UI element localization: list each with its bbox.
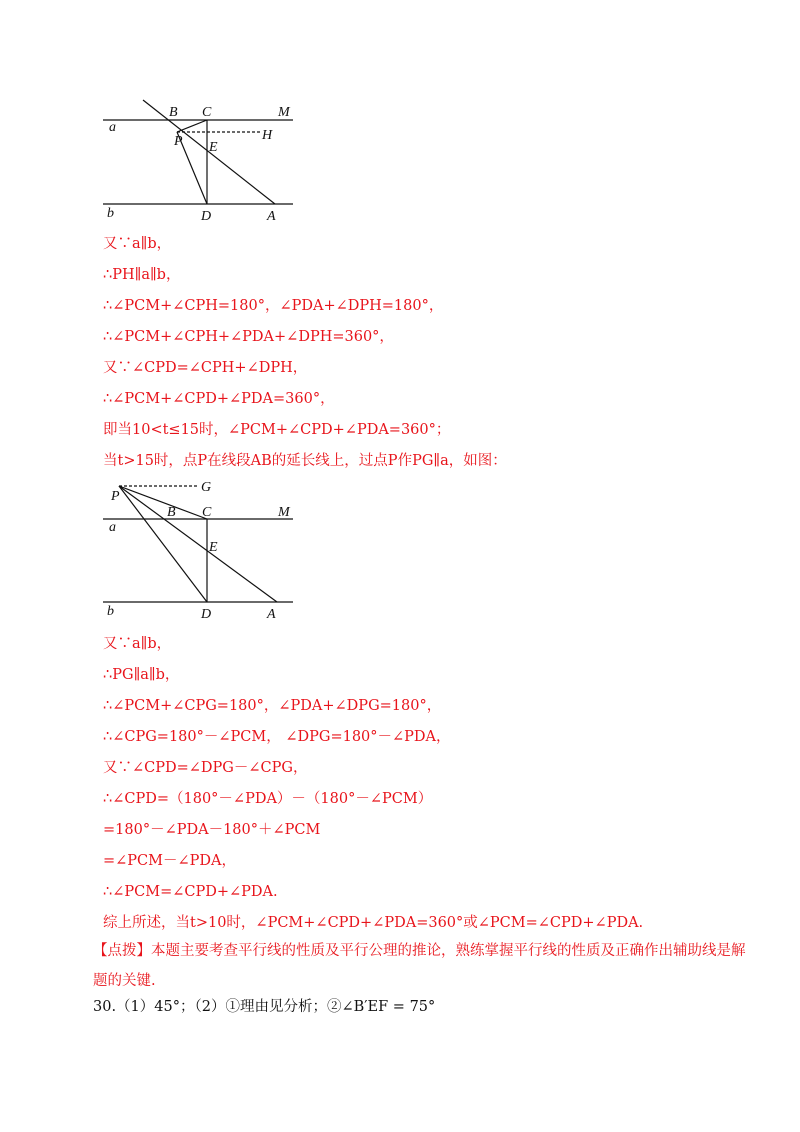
segment-pd <box>119 486 207 602</box>
line-1-8: 当t>15时，点P在线段AB的延长线上，过点P作PG∥a，如图： <box>103 453 507 469</box>
line-2-9: ∴∠PCM=∠CPD+∠PDA. <box>103 884 278 900</box>
label-D: D <box>201 607 212 622</box>
line-2-5: 又∵∠CPD=∠DPG－∠CPG， <box>103 760 308 776</box>
label-H: H <box>262 128 273 143</box>
label-G: G <box>201 480 212 495</box>
label-b: b <box>107 206 114 221</box>
line-1-3: ∴∠PCM+∠CPH=180°，∠PDA+∠DPH=180°， <box>103 298 444 314</box>
line-2-2: ∴PG∥a∥b， <box>103 667 180 683</box>
label-C: C <box>202 105 212 120</box>
label-a: a <box>109 520 116 535</box>
label-E: E <box>209 140 218 155</box>
line-1-4: ∴∠PCM+∠CPH+∠PDA+∠DPH=360°， <box>103 329 394 345</box>
label-C: C <box>202 505 212 520</box>
line-1-2: ∴PH∥a∥b， <box>103 267 181 283</box>
line-pa <box>119 486 277 602</box>
label-B: B <box>167 505 176 520</box>
label-E: E <box>209 540 218 555</box>
label-A: A <box>267 607 276 622</box>
comment-paragraph <box>93 936 753 996</box>
segment-pc <box>177 120 207 132</box>
label-B: B <box>169 105 178 120</box>
line-1-7: 即当10<t≤15时，∠PCM+∠CPD+∠PDA=360°； <box>103 422 451 438</box>
line-1-5: 又∵∠CPD=∠CPH+∠DPH， <box>103 360 308 376</box>
label-b: b <box>107 604 114 619</box>
figure-1 <box>95 95 305 225</box>
line-2-8: =∠PCM－∠PDA， <box>103 853 236 869</box>
line-2-7: =180°－∠PDA－180°＋∠PCM <box>103 822 321 838</box>
label-P: P <box>111 489 120 504</box>
line-1-1: 又∵a∥b， <box>103 236 172 252</box>
answer-30: 30.（1）45°；（2）①理由见分析；②∠B′EF = 75° <box>93 999 436 1015</box>
label-D: D <box>201 209 212 224</box>
line-2-3: ∴∠PCM+∠CPG=180°，∠PDA+∠DPG=180°， <box>103 698 442 714</box>
label-P: P <box>174 134 183 149</box>
comment-tag: 【点拨】 <box>93 943 151 959</box>
comment-text: 本题主要考查平行线的性质及平行公理的推论，熟练掌握平行线的性质及正确作出辅助线是解题的关键. <box>93 943 746 989</box>
label-M: M <box>278 505 290 520</box>
label-a: a <box>109 120 116 135</box>
line-2-6: ∴∠CPD=（180°－∠PDA）－（180°－∠PCM） <box>103 791 433 807</box>
line-2-1: 又∵a∥b， <box>103 636 172 652</box>
line-2-4: ∴∠CPG=180°－∠PCM， ∠DPG=180°－∠PDA， <box>103 729 451 745</box>
figure-2 <box>95 473 305 623</box>
label-A: A <box>267 209 276 224</box>
line-1-6: ∴∠PCM+∠CPD+∠PDA=360°， <box>103 391 335 407</box>
line-2-10: 综上所述，当t>10时，∠PCM+∠CPD+∠PDA=360°或∠PCM=∠CPD+∠PDA. <box>103 915 644 931</box>
label-M: M <box>278 105 290 120</box>
